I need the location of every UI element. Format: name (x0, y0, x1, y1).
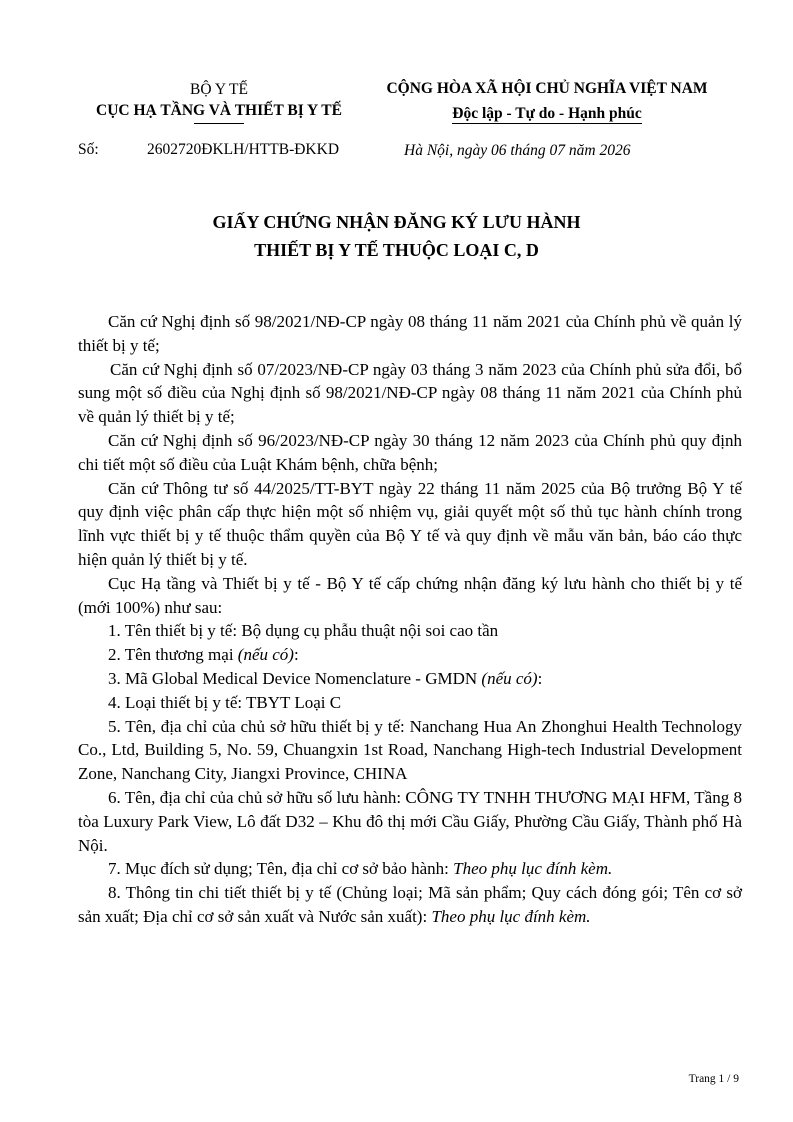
legal-basis-3: Căn cứ Nghị định số 96/2023/NĐ-CP ngày 30 tháng 12 năm 2023 của Chính phủ quy định chi tiết một số điều của Luật Khám bệnh, chữa bệnh; (78, 430, 742, 474)
item-2-note: (nếu có) (237, 645, 294, 665)
certification-intro: Cục Hạ tầng và Thiết bị y tế - Bộ Y tế cấp chứng nhận đăng ký lưu hành cho thiết bị y tế (mới 100%) như sau: (78, 573, 742, 617)
item-8-label: 8. Thông tin chi tiết thiết bị y tế (Chủng loại; Mã sản phẩm; Quy cách đóng gói; Tên cơ sở sản xuất; Địa chỉ cơ sở sản xuất và Nước sản xuất): (78, 883, 742, 926)
document-body (78, 310, 742, 929)
item-purpose-warranty (78, 857, 742, 881)
issuer-block (64, 80, 374, 124)
item-5-label: 5. Tên, địa chỉ của chủ sở hữu thiết bị y tế: (108, 716, 410, 736)
item-device-owner (78, 715, 742, 786)
national-motto: Độc lập - Tự do - Hạnh phúc (452, 105, 642, 122)
national-heading (358, 78, 736, 124)
department-name: CỤC HẠ TẦNG VÀ THIẾT BỊ Y TẾ (96, 102, 342, 119)
item-7-label: 7. Mục đích sử dụng; Tên, địa chỉ cơ sở bảo hành: (108, 859, 454, 879)
reference-number: 2602720ĐKLH/HTTB-ĐKKD (147, 141, 340, 158)
item-7-value: Theo phụ lục đính kèm. (453, 859, 613, 879)
item-4-label: 4. Loại thiết bị y tế: (108, 692, 247, 712)
item-6-value: CÔNG TY TNHH THƯƠNG MẠI HFM, Tầng 8 tòa Luxury Park View, Lô đất D32 – Khu đô thị mới Cầu Giấy, Phường Cầu Giấy, Thành phố Hà Nội. (78, 787, 743, 855)
item-1-value: Bộ dụng cụ phẫu thuật nội soi cao tần (241, 621, 499, 641)
item-2-colon: : (293, 645, 299, 665)
item-device-details (78, 881, 742, 929)
legal-basis-4: Căn cứ Thông tư số 44/2025/TT-BYT ngày 22 tháng 11 năm 2025 của Bộ trưởng Bộ Y tế quy định việc phân cấp thực hiện một số nhiệm vụ, giải quyết một số thủ tục hành chính trong lĩnh vực thiết bị y tế thuộc thẩm quyền của Bộ Y tế và quy định về mẫu văn bản, báo cáo thực hiện quản lý thiết bị y tế. (78, 478, 742, 569)
item-3-colon: : (537, 668, 543, 688)
issue-date: Hà Nội, ngày 06 tháng 07 năm 2026 (404, 142, 631, 159)
item-2-label: 2. Tên thương mại (108, 645, 238, 665)
item-3-label: 3. Mã Global Medical Device Nomenclature - GMDN (108, 668, 482, 688)
item-registration-holder (78, 786, 742, 857)
item-1-label: 1. Tên thiết bị y tế: (108, 621, 242, 641)
item-3-note: (nếu có) (481, 668, 538, 688)
document-title: GIẤY CHỨNG NHẬN ĐĂNG KÝ LƯU HÀNH (212, 212, 581, 232)
item-trade-name (78, 643, 742, 667)
legal-basis-2: Căn cứ Nghị định số 07/2023/NĐ-CP ngày 03 tháng 3 năm 2023 của Chính phủ sửa đổi, bổ sung một số điều của Nghị định số 98/2021/NĐ-CP ngày 08 tháng 11 năm 2021 của Chính phủ về quản lý thiết bị y tế; (78, 359, 742, 427)
item-device-name (78, 619, 742, 643)
item-gmdn (78, 667, 742, 691)
country-name: CỘNG HÒA XÃ HỘI CHỦ NGHĨA VIỆT NAM (386, 80, 708, 97)
ministry-name: BỘ Y TẾ (190, 81, 248, 98)
item-4-value: TBYT Loại C (246, 692, 342, 712)
header-divider (194, 123, 244, 124)
legal-basis-1: Căn cứ Nghị định số 98/2021/NĐ-CP ngày 08 tháng 11 năm 2021 của Chính phủ về quản lý thiết bị y tế; (78, 312, 742, 355)
document-subtitle: THIẾT BỊ Y TẾ THUỘC LOẠI C, D (254, 240, 539, 260)
item-5-value: Nanchang Hua An Zhonghui Health Technology Co., Ltd, Building 5, No. 59, Chuangxin 1st Road, Nanchang High-tech Industrial Development Zone, Nanchang City, Jiangxi Province, CHINA (78, 716, 743, 784)
page-number: Trang 1 / 9 (688, 1073, 739, 1085)
reference-label: Số: (78, 141, 99, 158)
item-8-value: Theo phụ lục đính kèm. (431, 906, 591, 926)
item-device-class (78, 691, 742, 715)
item-6-label: 6. Tên, địa chỉ của chủ sở hữu số lưu hành: (108, 787, 406, 807)
